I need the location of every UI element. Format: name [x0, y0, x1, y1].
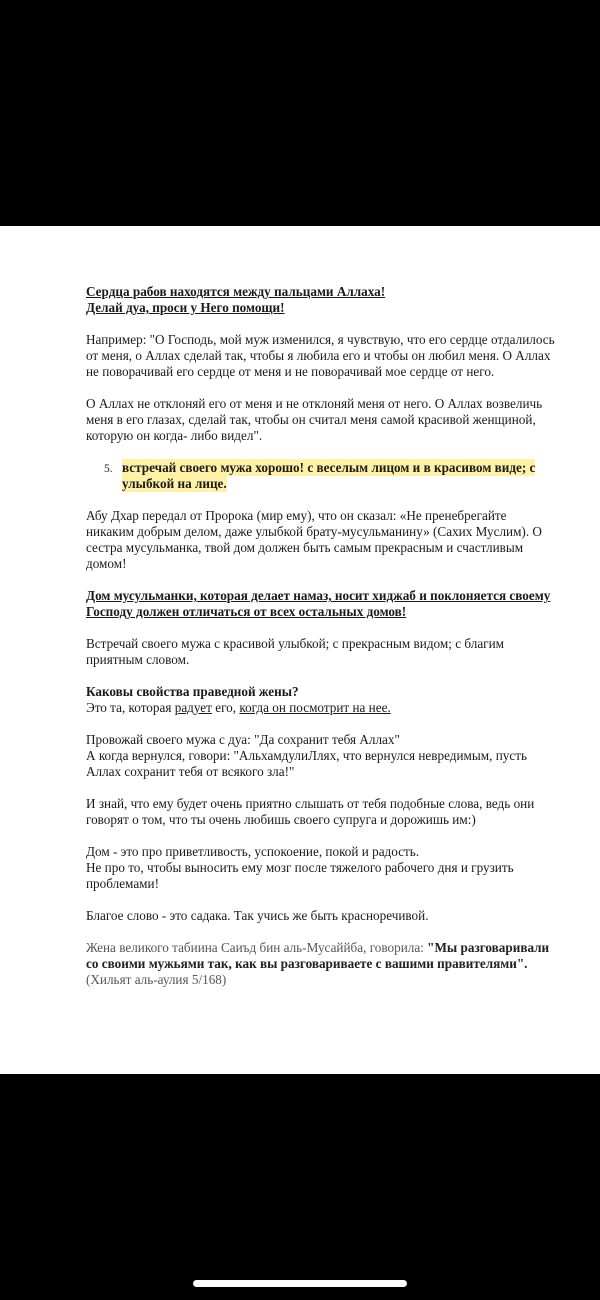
document-page [0, 226, 600, 1074]
paragraph-know: И знай, что ему будет очень приятно слышать от тебя подобные слова, ведь они говорят о том, что ты очень любишь своего супруга и дорожишь им:) [86, 796, 535, 827]
answer-prefix: Это та, которая [86, 700, 175, 715]
question-heading: Каковы свойства праведной жены? [86, 684, 299, 699]
paragraph-farewell-line-2: А когда вернулся, говори: "АльхамдулиЛлях, что вернулся невредимым, пусть Аллах сохранит тебя от всякого зла!" [86, 748, 527, 779]
paragraph-quote [86, 940, 556, 988]
heading-line-2: Делай дуа, проси у Него помощи! [86, 300, 285, 315]
answer-raduet: радует [174, 700, 212, 715]
paragraph-dua-continued: О Аллах не отклоняй его от меня и не отклоняй меня от него. О Аллах возвеличь меня в его глазах, сделай так, чтобы он считал меня самой красивой женщиной, которую он когда- либо видел". [86, 396, 543, 443]
paragraph-muslim-home: Дом мусульманки, которая делает намаз, носит хиджаб и поклоняется своему Господу должен отличаться от всех остальных домов! [86, 588, 551, 619]
question-answer [86, 700, 556, 716]
quote-prefix: Жена великого табиина Саиъд бин аль-Мусаййба, говорила: [86, 940, 428, 955]
paragraph-sadaqa: Благое слово - это садака. Так учись же быть красноречивой. [86, 908, 429, 923]
paragraph-farewell-line-1: Провожай своего мужа с дуа: "Да сохранит тебя Аллах" [86, 732, 400, 747]
list-number: 5. [104, 463, 113, 475]
paragraph-home-line-1: Дом - это про приветливость, успокоение, покой и радость. [86, 844, 420, 859]
document-content [86, 284, 556, 988]
paragraph-home-line-2: Не про то, чтобы выносить ему мозг после тяжелого рабочего дня и грузить проблемами! [86, 860, 514, 891]
heading-line-1: Сердца рабов находятся между пальцами Аллаха! [86, 284, 386, 299]
highlighted-text: встречай своего мужа хорошо! с веселым лицом и в красивом виде; с улыбкой на лице. [122, 460, 536, 491]
paragraph-example-dua: Например: "О Господь, мой муж изменился, я чувствую, что его сердце отдалилось от меня, о Аллах сделай так, чтобы я любила его и чтобы он любил меня. О Аллах не поворачивай его сердце от меня и не поворачивай мое сердце от него. [86, 332, 555, 379]
quote-source: (Хильят аль-аулия 5/168) [86, 972, 227, 987]
quote-text: "Мы разговаривали со своими мужьями так, как вы разговариваете с вашими правителями". [86, 940, 550, 971]
answer-mid: его, [211, 700, 240, 715]
paragraph-meet-husband: Встречай своего мужа с красивой улыбкой; с прекрасным видом; с благим приятным словом. [86, 636, 504, 667]
paragraph-hadith: Абу Дхар передал от Пророка (мир ему), что он сказал: «Не пренебрегайте никаким добрым делом, даже улыбкой брату-мусульманину» (Сахих Муслим). О сестра мусульманка, твой дом должен быть самым прекрасным и счастливым домом! [86, 508, 542, 571]
list-item-5 [86, 460, 556, 492]
home-indicator[interactable] [193, 1280, 407, 1287]
answer-when: когда он посмотрит на нее. [239, 700, 391, 715]
